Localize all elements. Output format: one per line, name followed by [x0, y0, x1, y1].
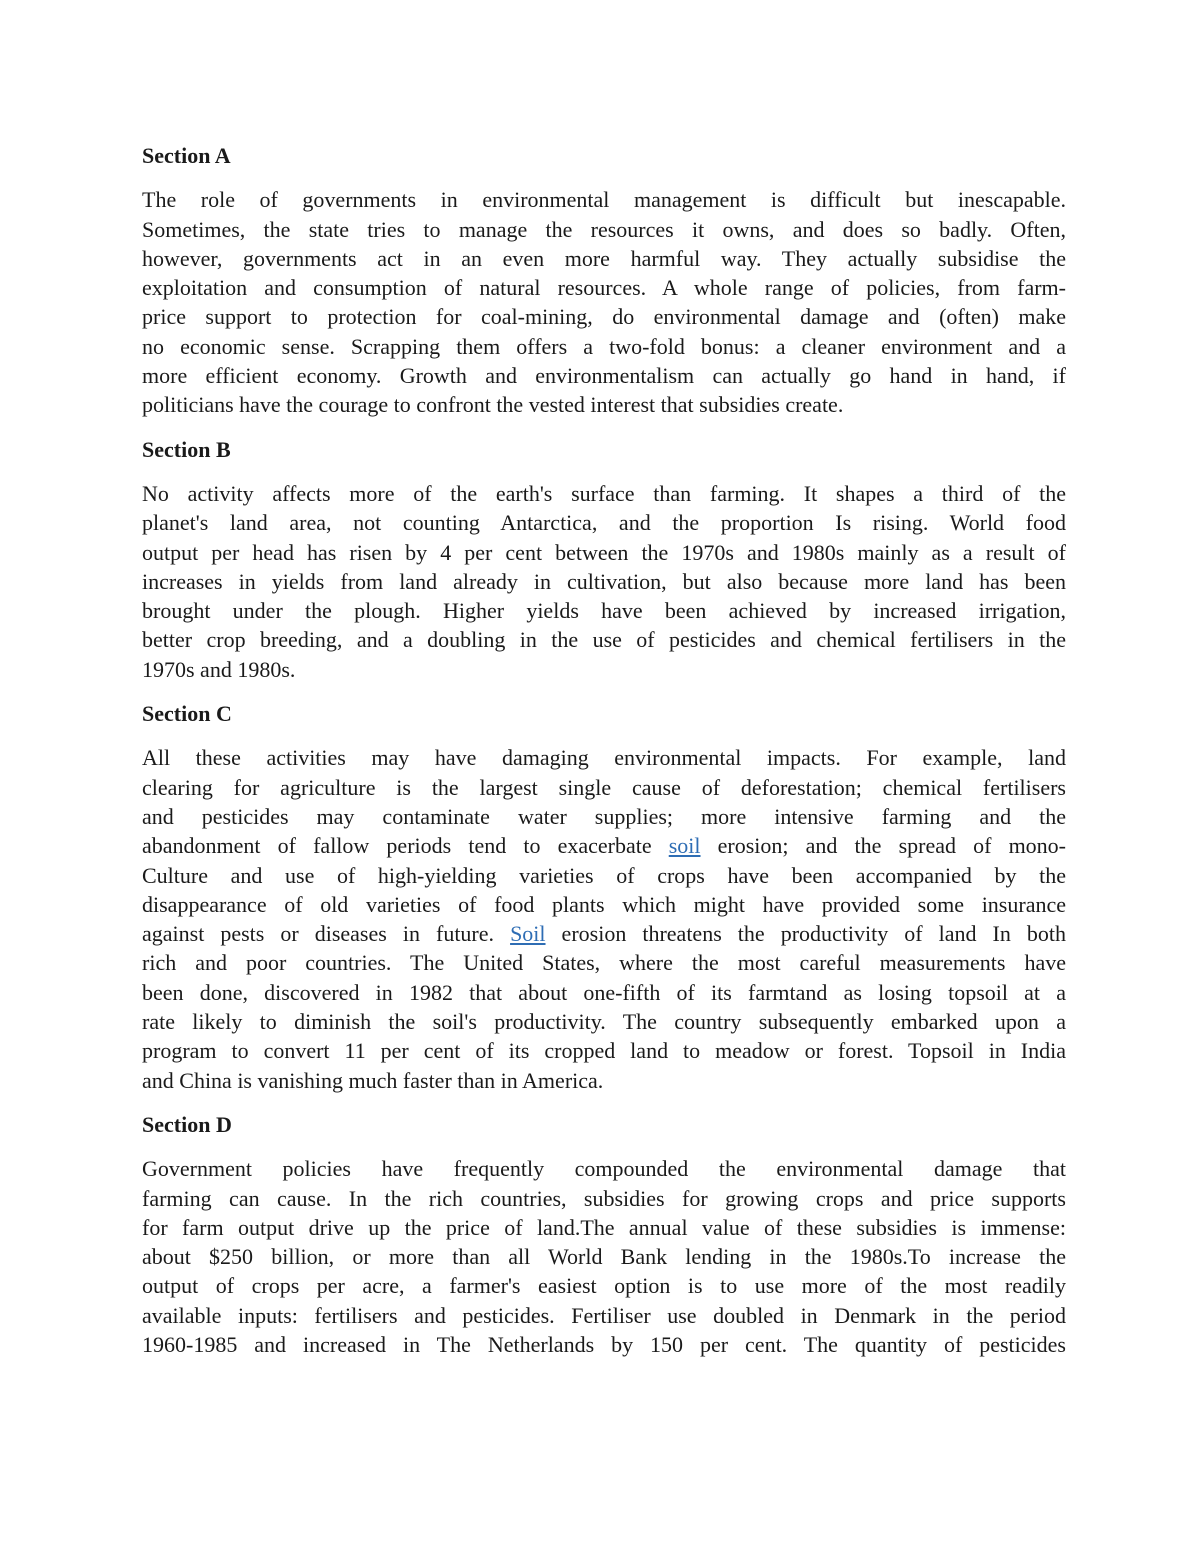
section-c-paragraph	[142, 743, 1066, 1095]
paragraph-line: politicians have the courage to confront the vested interest that subsidies create.	[142, 392, 844, 418]
line-text: erosion; and the spread of mono-	[700, 833, 1067, 859]
section-b-heading: Section B	[142, 436, 231, 462]
paragraph-line: Sometimes, the state tries to manage the resources it owns, and does so badly. Often,	[142, 216, 1066, 242]
paragraph-line: planet's land area, not counting Antarctica, and the proportion Is rising. World food	[142, 510, 1066, 536]
section-a-paragraph	[142, 185, 1066, 419]
paragraph-line-with-link	[142, 831, 1066, 860]
paragraph-line: however, governments act in an even more harmful way. They actually subsidise the	[142, 245, 1066, 271]
paragraph-line: Culture and use of high-yielding varieties of crops have been accompanied by the	[142, 862, 1066, 888]
document-body	[142, 141, 1066, 1359]
paragraph-line: program to convert 11 per cent of its cropped land to meadow or forest. Topsoil in India	[142, 1038, 1066, 1064]
line-text: abandonment of fallow periods tend to exacerbate	[142, 833, 669, 859]
paragraph-line: farming can cause. In the rich countries, subsidies for growing crops and price supports	[142, 1185, 1066, 1211]
section-d-paragraph	[142, 1154, 1066, 1359]
paragraph-line: clearing for agriculture is the largest single cause of deforestation; chemical fertilisers	[142, 774, 1066, 800]
section-d-heading: Section D	[142, 1111, 232, 1137]
paragraph-line: no economic sense. Scrapping them offers a two-fold bonus: a cleaner environment and a	[142, 333, 1066, 359]
paragraph-line: been done, discovered in 1982 that about one-fifth of its farmtand as losing topsoil at a	[142, 979, 1066, 1005]
paragraph-line: output of crops per acre, a farmer's easiest option is to use more of the most readily	[142, 1273, 1066, 1299]
paragraph-line: No activity affects more of the earth's surface than farming. It shapes a third of the	[142, 480, 1066, 506]
soil-link[interactable]: Soil	[510, 921, 546, 947]
paragraph-line: brought under the plough. Higher yields have been achieved by increased irrigation,	[142, 598, 1066, 624]
paragraph-line: price support to protection for coal-mining, do environmental damage and (often) make	[142, 304, 1066, 330]
paragraph-line: rich and poor countries. The United States, where the most careful measurements have	[142, 950, 1066, 976]
paragraph-line: and China is vanishing much faster than in America.	[142, 1067, 604, 1093]
paragraph-line: output per head has risen by 4 per cent between the 1970s and 1980s mainly as a result of	[142, 539, 1066, 565]
section-a-heading: Section A	[142, 143, 231, 168]
line-text: erosion threatens the productivity of land In both	[545, 921, 1067, 947]
paragraph-line: increases in yields from land already in cultivation, but also because more land has been	[142, 568, 1066, 594]
paragraph-line: exploitation and consumption of natural resources. A whole range of policies, from farm-	[142, 275, 1066, 301]
soil-link[interactable]: soil	[668, 833, 701, 859]
paragraph-line: and pesticides may contaminate water supplies; more intensive farming and the	[142, 803, 1066, 829]
paragraph-line: The role of governments in environmental management is difficult but inescapable.	[142, 187, 1066, 213]
section-b-paragraph	[142, 479, 1066, 684]
section-c-heading: Section C	[142, 701, 232, 727]
paragraph-line: disappearance of old varieties of food plants which might have provided some insurance	[142, 891, 1066, 917]
paragraph-line-with-link	[142, 919, 1066, 948]
paragraph-line: better crop breeding, and a doubling in the use of pesticides and chemical fertilisers in the	[142, 627, 1066, 653]
paragraph-line: 1960-1985 and increased in The Netherlands by 150 per cent. The quantity of pesticides	[142, 1331, 1066, 1357]
line-text: against pests or diseases in future.	[142, 921, 511, 947]
paragraph-line: Government policies have frequently compounded the environmental damage that	[142, 1156, 1066, 1182]
paragraph-line: 1970s and 1980s.	[142, 656, 296, 682]
paragraph-line: about $250 billion, or more than all World Bank lending in the 1980s.To increase the	[142, 1244, 1066, 1270]
paragraph-line: for farm output drive up the price of land.The annual value of these subsidies is immense:	[142, 1214, 1066, 1240]
paragraph-line: rate likely to diminish the soil's productivity. The country subsequently embarked upon a	[142, 1009, 1066, 1035]
paragraph-line: more efficient economy. Growth and environmentalism can actually go hand in hand, if	[142, 363, 1066, 389]
paragraph-line: All these activities may have damaging environmental impacts. For example, land	[142, 745, 1066, 771]
paragraph-line: available inputs: fertilisers and pesticides. Fertiliser use doubled in Denmark in the period	[142, 1302, 1066, 1328]
